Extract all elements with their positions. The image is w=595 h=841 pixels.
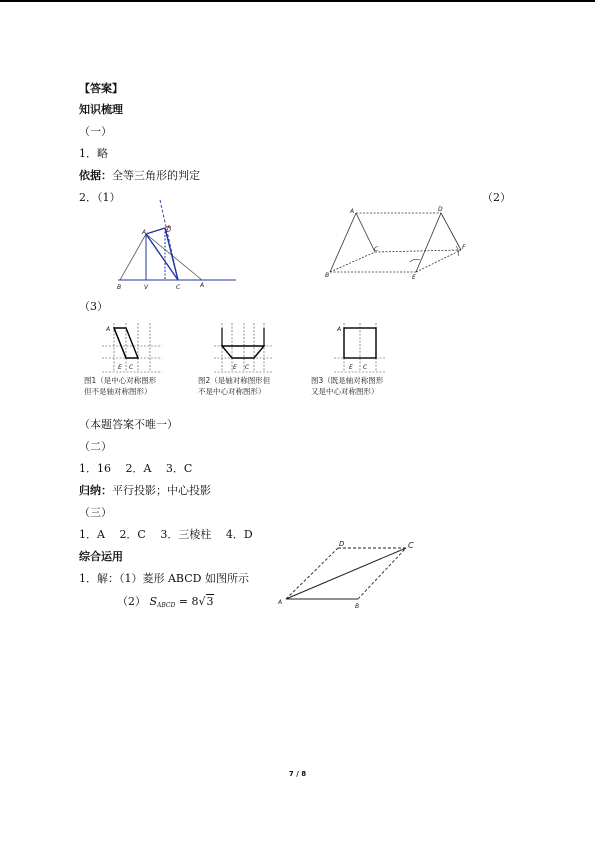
formula-sub: ABCD xyxy=(157,602,176,609)
formula-sqrt-sign: √ xyxy=(198,595,206,608)
formula-radicand: 3 xyxy=(206,595,214,608)
apply-item-1: 1．解：（1）菱形 ABCD 如图所示 xyxy=(79,572,249,585)
fig1-label-a2: A xyxy=(200,282,205,289)
grid3-label-e: E xyxy=(349,364,353,371)
item-1: 1．略 xyxy=(79,147,108,160)
figure-prism-projection xyxy=(322,204,472,282)
part-one-label: （一） xyxy=(79,125,112,138)
fig2-label-c: C xyxy=(374,246,379,253)
section-apply: 综合运用 xyxy=(79,550,123,563)
rhombus-label-c: C xyxy=(408,541,414,550)
fig2-label-f: F xyxy=(462,244,466,251)
induce-line xyxy=(79,484,211,498)
rhombus-label-b: B xyxy=(355,603,360,610)
fig2-label-a: A xyxy=(350,208,355,215)
fig1-label-p: P xyxy=(167,225,171,232)
basis-label: 依据： xyxy=(79,169,112,182)
fig1-label-v: V xyxy=(144,284,149,291)
grid1-label-a: A xyxy=(106,326,111,333)
basis-text: 全等三角形的判定 xyxy=(112,169,200,182)
item-2-part-3-label: （3） xyxy=(79,300,108,313)
induce-text: 平行投影；中心投影 xyxy=(112,484,211,497)
note-not-unique: （本题答案不唯一） xyxy=(79,418,178,431)
answer-header: 【答案】 xyxy=(79,82,123,95)
rhombus-label-a: A xyxy=(278,599,283,606)
figure-triangle-projection xyxy=(112,198,242,293)
fig2-label-d: D xyxy=(438,206,443,213)
grid1-label-c: C xyxy=(129,364,134,371)
grid-figure-1 xyxy=(100,320,180,375)
item-2-part-2-label: （2） xyxy=(482,191,511,204)
figure-rhombus xyxy=(276,535,426,615)
basis-line xyxy=(79,169,200,183)
answers-part-three: 1．A 2．C 3．三棱柱 4．D xyxy=(79,528,253,541)
apply-item-2 xyxy=(117,595,214,613)
section-knowledge: 知识梳理 xyxy=(79,103,123,116)
grid2-label-e: E xyxy=(233,364,237,371)
grid3-label-c: C xyxy=(363,364,368,371)
rhombus-label-d: D xyxy=(339,540,345,548)
grid-caption-1-line-1: 图1（是中心对称图形 xyxy=(84,376,157,385)
grid-caption-2-line-2: 不是中心对称图形） xyxy=(198,387,266,396)
grid2-label-c: C xyxy=(245,364,250,371)
part-three-label: （三） xyxy=(79,506,112,519)
grid-caption-1-line-2: 但不是轴对称图形） xyxy=(84,387,152,396)
induce-label: 归纳： xyxy=(79,484,112,497)
fig1-label-a: A xyxy=(142,229,147,236)
formula-s: S xyxy=(149,595,158,608)
item-2-label: 2．（1） xyxy=(79,191,121,204)
grid-figure-2 xyxy=(212,320,292,375)
grid-caption-3-line-1: 图3（既是轴对称图形 xyxy=(311,376,384,385)
grid1-label-e: E xyxy=(118,364,122,371)
fig1-label-c: C xyxy=(176,284,181,291)
grid3-label-a: A xyxy=(337,326,342,333)
page-number: 7 / 8 xyxy=(288,770,307,778)
grid-caption-2-line-1: 图2（是轴对称图形但 xyxy=(198,376,271,385)
fig1-label-b: B xyxy=(117,284,122,291)
part-two-label: （二） xyxy=(79,440,112,453)
grid-caption-3-line-2: 又是中心对称图形） xyxy=(311,387,379,396)
answers-part-two: 1．16 2．A 3．C xyxy=(79,462,193,475)
apply-item-2-prefix: （2） xyxy=(117,595,146,608)
fig2-label-e: E xyxy=(412,274,416,281)
grid-figure-3 xyxy=(330,320,410,375)
formula-eq: = 8 xyxy=(175,595,199,608)
top-rule xyxy=(0,0,595,2)
fig2-label-b: B xyxy=(325,272,330,279)
